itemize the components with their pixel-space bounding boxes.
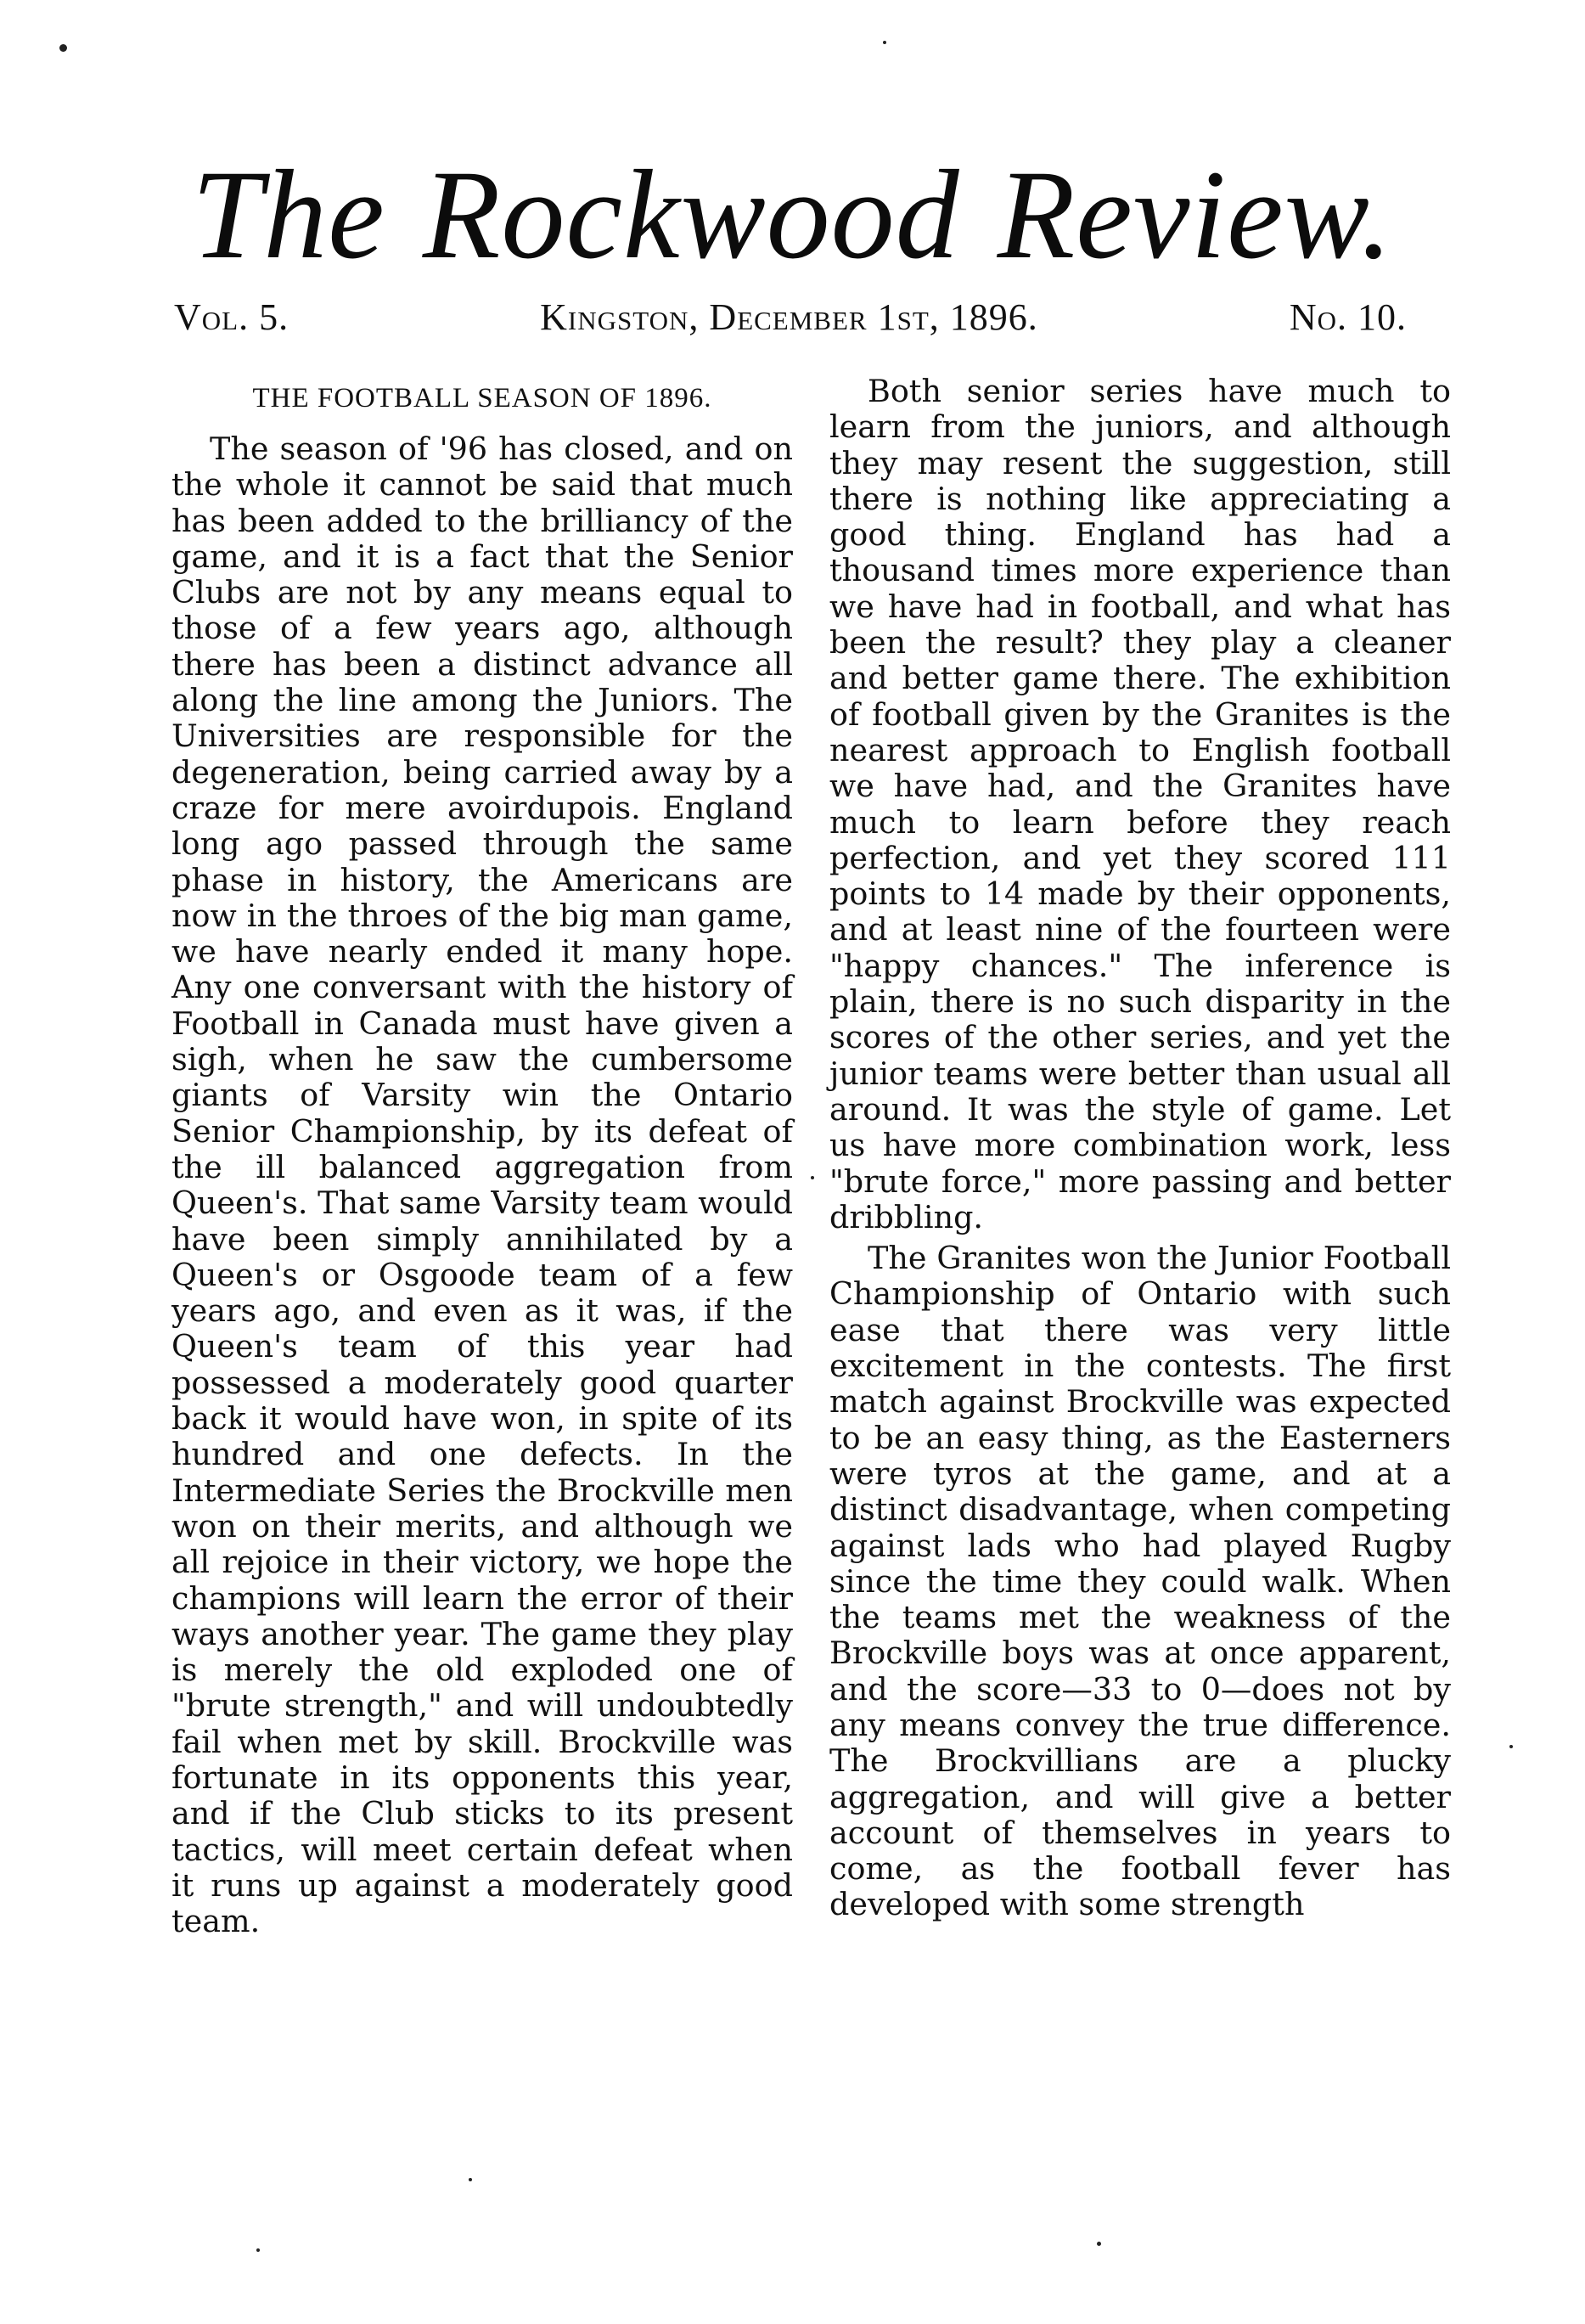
scan-speck <box>1509 1745 1513 1748</box>
issue-number: No. 10. <box>1289 296 1407 338</box>
article-paragraph: Both senior series have much to learn from the juniors, and although they may resent the suggestion, still there is nothing like appreciating a good thing. England has had a thousand times more experience than we have had in football, and what has been the result? they play a cleaner and better game there. The exhibition of football given by the Granites is the nearest approach to English football we have had, and the Granites have much to learn before they reach perfection, and yet they scored 111 points to 14 made by their opponents, and at least nine of the fourteen were "happy chances." The inference is plain, there is no such disparity in the scores of the other series, and yet the junior teams were better than usual all around. It was the style of game. Let us have more combination work, less "brute force," more passing and better dribbling. <box>829 373 1451 1235</box>
right-column <box>829 374 1451 1923</box>
scan-speck <box>256 2248 260 2252</box>
scan-speck <box>883 41 886 44</box>
scan-speck <box>811 1176 814 1179</box>
article-paragraph: The season of '96 has closed, and on the whole it cannot be said that much has been added to the brilliancy of the game, and it is a fact that the Senior Clubs are not by any means equal to those of a few years ago, although there has been a distinct advance all along the line among the Juniors. The Universities are responsible for the degeneration, being carried away by a craze for mere avoirdupois. England long ago passed through the same phase in history, the Americans are now in the throes of the big man game, we have nearly ended it many hope. Any one conversant with the history of Football in Canada must have given a sigh, when he saw the cumbersome giants of Varsity win the Ontario Senior Championship, by its defeat of the ill balanced aggregation from Queen's. That same Varsity team would have been simply annihilated by a Queen's or Osgoode team of a few years ago, and even as it was, if the Queen's team of this year had possessed a moderately good quarter back it would have won, in spite of its hundred and one defects. In the Intermediate Series the Brockville men won on their merits, and although we all rejoice in their victory, we hope the champions will learn the error of their ways another year. The game they play is merely the old exploded one of "brute strength," and will undoubtedly fail when met by skill. Brockville was fortunate in its opponents this year, and if the Club sticks to its present tactics, will meet certain defeat when it runs up against a moderately good team. <box>171 430 793 1940</box>
scan-speck <box>1097 2242 1101 2246</box>
scan-speck <box>59 44 67 52</box>
volume-number: Vol. 5. <box>174 296 289 338</box>
masthead-word-rockwood: Rockwood <box>422 144 960 285</box>
place-and-date: Kingston, December 1st, 1896. <box>540 296 1038 338</box>
scan-speck <box>469 2178 472 2181</box>
masthead-word-review: Review. <box>997 144 1394 285</box>
article-title: THE FOOTBALL SEASON OF 1896. <box>252 383 712 414</box>
left-column <box>171 374 793 1939</box>
masthead-word-the: The <box>191 144 385 285</box>
dateline <box>174 295 1407 339</box>
article-paragraph: The Granites won the Junior Football Championship of Ontario with such ease that there was very little excitement in the contests. The first match against Brockville was expected to be an easy thing, as the Easterners were tyros at the game, and at a distinct disadvantage, when competing against lads who had played Rugby since the time they could walk. When the teams met the weakness of the Brockville boys was at once apparent, and the score—33 to 0—does not by any means convey the true difference. The Brockvillians are a plucky aggregation, and will give a better account of themselves in years to come, as the football fever has developed with some strength <box>829 1240 1451 1923</box>
masthead-title <box>0 144 1585 285</box>
